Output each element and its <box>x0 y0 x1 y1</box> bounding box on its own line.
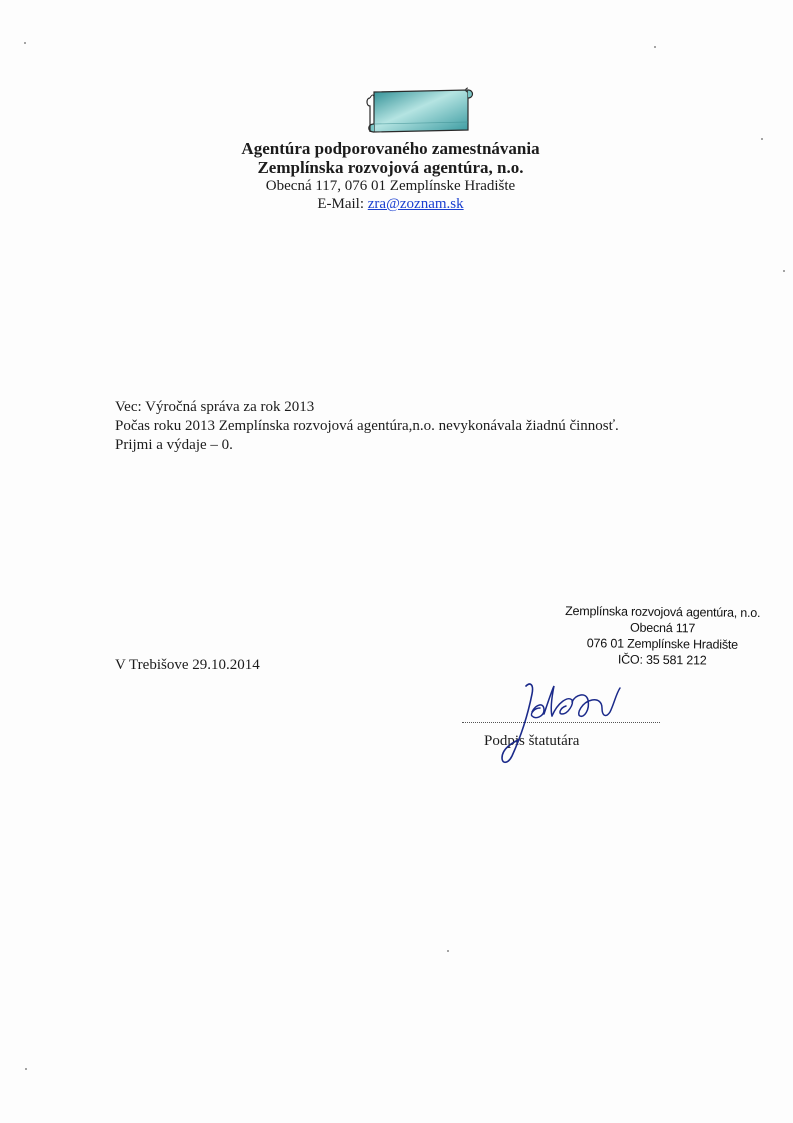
scan-speck <box>783 270 785 272</box>
scan-speck <box>654 46 656 48</box>
scan-speck <box>25 1068 27 1070</box>
scan-speck <box>24 42 26 44</box>
email-label: E-Mail: <box>317 196 368 212</box>
stamp-street: Obecná 117 <box>629 620 696 636</box>
email-line <box>0 195 781 213</box>
org-name-primary: Agentúra podporovaného zamestnávania <box>241 139 540 158</box>
stamp-city: 076 01 Zemplínske Hradište <box>586 636 739 652</box>
letter-body <box>115 398 619 455</box>
scan-speck <box>447 950 449 952</box>
subject-line: Vec: Výročná správa za rok 2013 <box>115 399 315 415</box>
signature-label: Podpis štatutára <box>484 733 580 749</box>
body-line-2: Prijmi a výdaje – 0. <box>115 437 233 453</box>
body-line-1: Počas roku 2013 Zemplínska rozvojová agentúra,n.o. nevykonávala žiadnú činnosť. <box>115 418 619 434</box>
handwritten-signature-icon <box>488 672 638 772</box>
organization-stamp <box>560 603 766 669</box>
place-and-date: V Trebišove 29.10.2014 <box>115 657 260 673</box>
email-link[interactable]: zra@zoznam.sk <box>367 196 464 212</box>
scroll-logo-icon <box>364 86 476 138</box>
stamp-name: Zemplínska rozvojová agentúra, n.o. <box>565 603 761 621</box>
stamp-ico: IČO: 35 581 212 <box>617 652 707 668</box>
org-address: Obecná 117, 076 01 Zemplínske Hradište <box>265 178 516 194</box>
scan-speck <box>761 138 763 140</box>
letterhead <box>0 139 781 213</box>
org-name-secondary: Zemplínska rozvojová agentúra, n.o. <box>257 158 524 177</box>
